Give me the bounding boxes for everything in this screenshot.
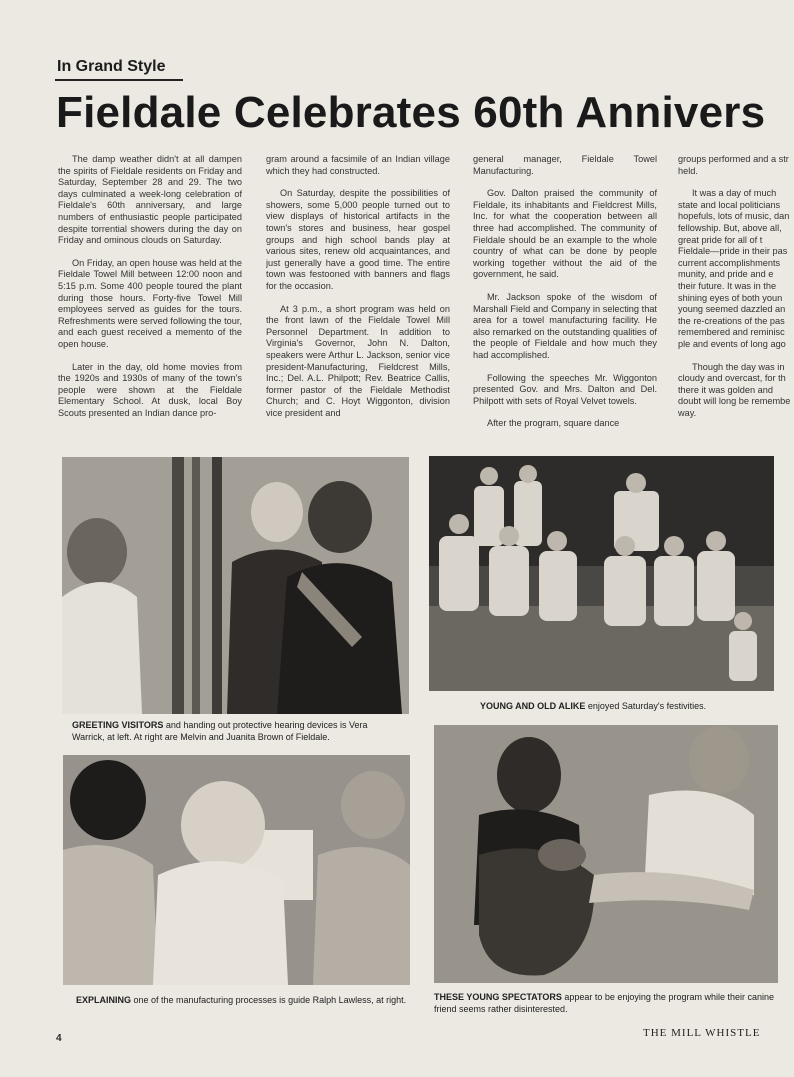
- text-line: It was a day of much: [692, 188, 777, 199]
- article-column-2: [266, 154, 450, 444]
- text-line: cloudy and overcast, for th: [678, 373, 786, 384]
- text-line: way.: [678, 407, 697, 418]
- paragraph: At 3 p.m., a short program was held on the front lawn of the Fieldale Towel Mill Personnel Department. In addition to Virginia's Governor, John N. Dalton, speakers were Arthur L. Jackson, senior vice president-Manufacturing, Fieldcrest Mills, Inc.; Del. A.L. Philpott; Rev. Beatrice Callis, former pastor of the Fieldale Methodist Church; and C. Hoyt Wiggonton, division vice president and: [266, 303, 450, 418]
- caption-text: enjoyed Saturday's festivities.: [585, 701, 707, 711]
- paragraph: The damp weather didn't at all dampen the spirits of Fieldale residents on Friday and Saturday, September 28 and 29. The two days culminated a week-long celebration of Fieldale's 60th anniversary, and large numbers of enthusiastic people participated despite torrential showers during the day on Friday and ominous clouds on Saturday.: [58, 154, 242, 246]
- text-line: groups performed and a str: [678, 154, 789, 164]
- text-line: great pride for all of t: [678, 234, 763, 245]
- section-kicker: In Grand Style: [57, 58, 166, 75]
- paragraph: After the program, square dance: [487, 418, 620, 429]
- text-line: Though the day was in: [692, 361, 785, 372]
- text-line: current accomplishments: [678, 257, 781, 268]
- paragraph: Following the speeches Mr. Wiggonton presented Gov. and Mrs. Dalton and Del. Philpott with sets of Royal Velvet towels.: [473, 372, 657, 406]
- headline: Fieldale Celebrates 60th Annivers: [56, 88, 766, 137]
- caption-greeting-visitors: [72, 719, 402, 743]
- paragraph: gram around a facsimile of an Indian village which they had constructed.: [266, 154, 450, 176]
- photo-explaining-process: [63, 755, 410, 985]
- paragraph: On Friday, an open house was held at the Fieldale Towel Mill between 12:00 noon and 5:15 p.m. Some 400 people toured the plant during those hours. Forty-five Towel Mill employees served as guides for the tours. Refreshments were served following the tour, and each guest received a memento of the open house.: [58, 257, 242, 349]
- caption-lead: GREETING VISITORS: [72, 720, 164, 730]
- caption-lead: THESE YOUNG SPECTATORS: [434, 992, 562, 1002]
- photo-greeting-visitors: [62, 457, 409, 714]
- caption-explaining: [76, 994, 412, 1006]
- text-line: there it was golden and: [678, 384, 774, 395]
- caption-young-and-old: [480, 700, 770, 712]
- text-line: Fieldale—pride in their pas: [678, 246, 788, 257]
- caption-text: appear to be enjoying the program while their canine friend seems rather disinterested.: [434, 992, 774, 1014]
- kicker-underline: [55, 79, 183, 81]
- article-column-4: [678, 154, 794, 444]
- caption-text: one of the manufacturing processes is guide Ralph Lawless, at right.: [131, 995, 407, 1005]
- photo-young-spectators: [434, 725, 778, 983]
- paragraph: Gov. Dalton praised the community of Fieldale, its inhabitants and Fieldcrest Mills, Inc. for what the cooperation between all three had accomplished. The community of Fieldale should be an example to the whole country of what can be done by people working together without the aid of the government, he said.: [473, 188, 657, 280]
- text-line: held.: [678, 165, 698, 176]
- text-line: fellowship. But, above all,: [678, 222, 782, 233]
- text-line: remembered and reminisc: [678, 327, 785, 338]
- paragraph: general manager, Fieldale Towel Manufacturing.: [473, 154, 657, 176]
- caption-lead: YOUNG AND OLD ALIKE: [480, 701, 586, 711]
- text-line: hopefuls, lots of music, dan: [678, 211, 790, 222]
- paragraph: Later in the day, old home movies from the 1920s and 1930s of many of the town's people were shown at the Fieldale Elementary School. At dusk, local Boy Scouts presented an Indian dance pro-: [58, 361, 242, 418]
- caption-text: and handing out protective hearing devices is Vera Warrick, at left. At right are Melvin and Juanita Brown of Fieldale.: [72, 720, 368, 742]
- text-line: state and local politicians: [678, 199, 781, 210]
- paragraph: On Saturday, despite the possibilities of showers, some 5,000 people turned out to view displays of historical artifacts in the town's stores and business, hear gospel groups and high school bands play at various sites, renew old acquaintances, and just generally have a good time. The entire town was festooned with banners and flags for the occasion.: [266, 188, 450, 291]
- caption-young-spectators: [434, 991, 780, 1015]
- text-line: doubt will long be remembe: [678, 396, 791, 407]
- text-line: their future. It was in the: [678, 280, 777, 291]
- text-line: young seemed dazzled an: [678, 304, 786, 315]
- caption-lead: EXPLAINING: [76, 995, 132, 1005]
- publication-name: THE MILL WHISTLE: [643, 1027, 761, 1039]
- text-line: the re-creations of the pas: [678, 315, 785, 326]
- article-column-3: [473, 154, 657, 444]
- article-column-1: [58, 154, 242, 444]
- page-number: 4: [56, 1033, 62, 1044]
- text-line: shining eyes of both youn: [678, 292, 783, 303]
- text-line: munity, and pride and e: [678, 269, 774, 280]
- text-line: ple and events of long ago: [678, 338, 786, 349]
- photo-young-and-old: [429, 456, 774, 691]
- paragraph: Mr. Jackson spoke of the wisdom of Marshall Field and Company in selecting that area for a towel manufacturing facility. He also remarked on the outstanding qualities of the people of Fieldale and how much they had accomplished.: [473, 291, 657, 360]
